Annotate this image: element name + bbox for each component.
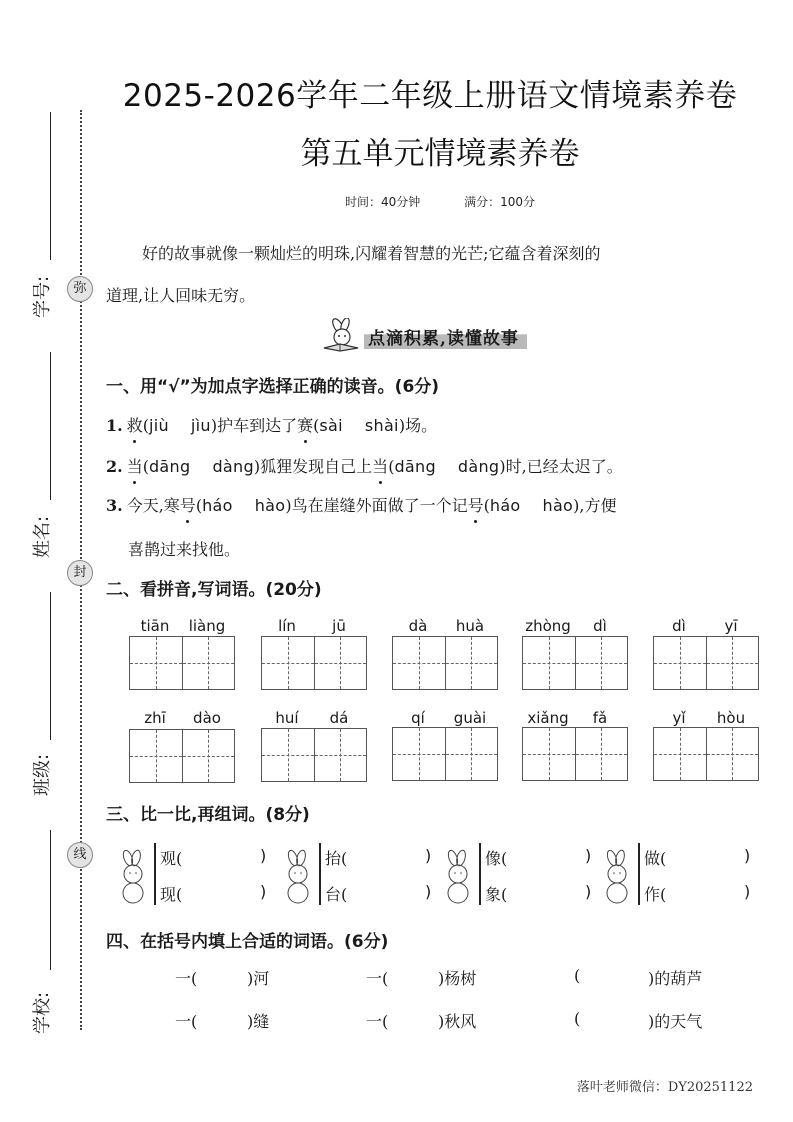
compare-char-1[interactable]: 抬( <box>325 849 348 868</box>
pinyin-option[interactable]: dāng <box>148 457 191 476</box>
page-subtitle: 第五单元情境素养卷 <box>300 136 580 172</box>
item-number: 1. <box>106 416 123 435</box>
pinyin-option[interactable]: jìu <box>190 416 211 435</box>
fill-close: )的葫芦 <box>648 969 703 988</box>
seal-mi: 弥 <box>67 276 93 302</box>
close-paren: ) <box>744 882 751 901</box>
write-grid[interactable] <box>653 727 759 781</box>
write-grid[interactable] <box>653 636 759 690</box>
intro-paragraph <box>106 233 766 317</box>
sentence-text: 狐狸发现自己上 <box>260 457 373 476</box>
pinyin-label: lín jū <box>278 617 346 635</box>
compare-char-2[interactable]: 现( <box>160 885 183 904</box>
compare-group <box>118 843 278 907</box>
sentence-text: 鸟在崖缝外面做了一个记 <box>291 496 468 515</box>
pinyin-label: xiǎng fǎ <box>527 709 608 727</box>
compare-group <box>283 843 443 907</box>
seal-feng: 封 <box>67 560 93 586</box>
full-score: 满分：100分 <box>464 195 535 209</box>
fill-close: )缝 <box>247 1012 270 1031</box>
divider-bar <box>479 843 481 905</box>
section-banner <box>318 318 527 352</box>
dotted-char: 号 <box>468 493 484 516</box>
fill-open[interactable]: 一( <box>366 1012 389 1031</box>
close-paren: ) <box>260 882 267 901</box>
bunny-icon <box>118 849 148 905</box>
pinyin-option[interactable]: jiù <box>148 416 169 435</box>
pinyin-label: zhòng dì <box>525 617 607 635</box>
pinyin-label: tiān liàng <box>140 617 226 635</box>
write-grid[interactable] <box>522 727 628 781</box>
fill-open[interactable]: 一( <box>175 969 198 988</box>
write-grid[interactable] <box>261 728 367 782</box>
compare-char-1[interactable]: 观( <box>160 849 183 868</box>
write-grid[interactable] <box>392 636 498 690</box>
compare-group <box>443 843 603 907</box>
sentence-text: 时,已经太迟了。 <box>505 457 623 476</box>
dotted-char: 赛 <box>297 413 313 436</box>
close-paren: ) <box>260 846 267 865</box>
pinyin-option[interactable]: hào <box>254 496 286 515</box>
bunny-reading-icon <box>318 318 364 352</box>
student-id-label: 学号: <box>32 275 53 318</box>
banner-title: 点滴积累,读懂故事 <box>364 322 527 349</box>
bunny-icon <box>283 849 313 905</box>
intro-line-1: 好的故事就像一颗灿烂的明珠,闪耀着智慧的光芒;它蕴含着深刻的 <box>142 244 601 263</box>
name-label: 姓名: <box>32 515 53 558</box>
fill-open[interactable]: 一( <box>175 1012 198 1031</box>
compare-char-2[interactable]: 作( <box>644 885 667 904</box>
divider-bar <box>154 843 156 905</box>
fill-close: )河 <box>247 969 270 988</box>
pinyin-option[interactable]: dàng <box>457 457 500 476</box>
fill-close: )杨树 <box>438 969 477 988</box>
divider-bar <box>638 843 640 905</box>
close-paren: ) <box>744 846 751 865</box>
pinyin-label: zhī dào <box>144 709 221 727</box>
pinyin-label: yǐ hòu <box>672 709 746 727</box>
fill-close: )的天气 <box>648 1012 703 1031</box>
bunny-icon <box>602 849 632 905</box>
compare-group <box>602 843 762 907</box>
pinyin-label: dà huà <box>408 617 485 635</box>
footer-contact: 落叶老师微信：DY20251122 <box>576 1080 753 1095</box>
sentence-text: 今天,寒 <box>126 496 180 515</box>
pinyin-option[interactable]: sài <box>319 416 343 435</box>
school-underline[interactable] <box>50 830 51 970</box>
q1-item-1: 1. 救(jiù jìu)护车到达了赛(sài shài)场。 <box>106 413 437 436</box>
fill-open[interactable]: ( <box>574 1009 581 1028</box>
pinyin-label: huí dá <box>275 709 349 727</box>
write-grid[interactable] <box>261 636 367 690</box>
sentence-text: ),方便 <box>573 496 617 515</box>
pinyin-option[interactable]: hào <box>542 496 574 515</box>
compare-char-1[interactable]: 像( <box>485 849 508 868</box>
sentence-text: 护车到达了 <box>217 416 298 435</box>
bunny-icon <box>443 849 473 905</box>
q4-heading: 四、在括号内填上合适的词语。(6分) <box>106 932 389 952</box>
seal-xian: 线 <box>67 842 93 868</box>
q1-item-3: 3. 今天,寒号(háo hào)鸟在崖缝外面做了一个记号(háo hào),方便 <box>106 493 617 516</box>
fill-open[interactable]: ( <box>574 966 581 985</box>
close-paren: ) <box>425 846 432 865</box>
q2-heading: 二、看拼音,写词语。(20分) <box>106 580 322 600</box>
school-label: 学校: <box>32 991 53 1034</box>
pinyin-option[interactable]: dàng <box>212 457 254 476</box>
close-paren: ) <box>585 882 592 901</box>
compare-char-1[interactable]: 做( <box>644 849 667 868</box>
pinyin-option[interactable]: shài <box>364 416 399 435</box>
compare-char-2[interactable]: 台( <box>325 885 348 904</box>
dotted-char: 当 <box>372 454 388 477</box>
fill-open[interactable]: 一( <box>366 969 389 988</box>
close-paren: ) <box>425 882 432 901</box>
page-title: 2025-2026学年二年级上册语文情境素养卷 <box>122 78 738 114</box>
q1-heading: 一、用“√”为加点字选择正确的读音。(6分) <box>106 377 440 397</box>
q3-heading: 三、比一比,再组词。(8分) <box>106 805 310 825</box>
pinyin-label: qí guài <box>411 709 487 727</box>
exam-meta <box>0 193 793 210</box>
time-limit: 时间：40分钟 <box>344 195 421 209</box>
compare-char-2[interactable]: 象( <box>485 885 508 904</box>
sentence-text: 场。 <box>405 416 438 435</box>
dotted-char: 救 <box>127 413 143 436</box>
q1-item-2: 2. 当(dāng dàng)狐狸发现自己上当(dāng dàng)时,已经太迟了。 <box>106 454 623 477</box>
q1-item-3-continued: 喜鹊过来找他。 <box>128 540 241 559</box>
pinyin-option[interactable]: háo <box>489 496 521 515</box>
item-number: 3. <box>106 496 123 515</box>
intro-line-2: 道理,让人回味无穷。 <box>106 286 256 305</box>
class-label: 班级: <box>32 753 53 796</box>
close-paren: ) <box>585 846 592 865</box>
dotted-char: 当 <box>127 454 143 477</box>
pinyin-option[interactable]: háo <box>202 496 233 515</box>
divider-bar <box>319 843 321 905</box>
pinyin-option[interactable]: dāng <box>394 457 436 476</box>
write-grid[interactable] <box>129 636 235 690</box>
write-grid[interactable] <box>522 636 628 690</box>
write-grid[interactable] <box>129 729 235 783</box>
write-grid[interactable] <box>392 727 498 781</box>
class-underline[interactable] <box>50 592 51 740</box>
dotted-char: 号 <box>180 493 196 516</box>
pinyin-label: dì yī <box>672 617 738 635</box>
name-underline[interactable] <box>50 352 51 500</box>
fill-close: )秋风 <box>438 1012 477 1031</box>
item-number: 2. <box>106 457 123 476</box>
